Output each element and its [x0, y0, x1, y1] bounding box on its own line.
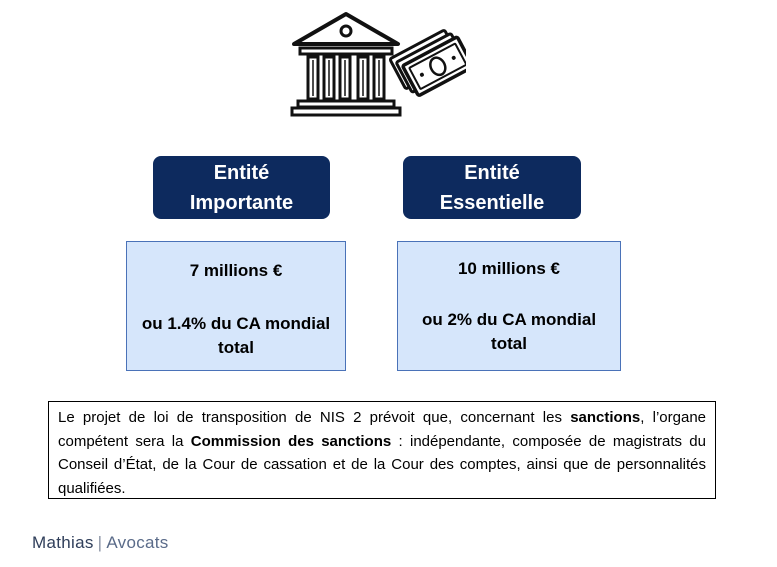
entity-essential-description — [398, 308, 620, 356]
entity-essential-desc-line2: total — [491, 334, 527, 353]
entity-important-amount: 7 millions € — [189, 261, 283, 280]
entity-essential-title-line1: Entité — [464, 161, 520, 184]
entity-important-desc-line2: total — [218, 338, 254, 357]
banknotes-icon — [390, 26, 466, 99]
entity-important-sanction-box — [126, 241, 346, 371]
brand-separator: | — [97, 533, 103, 552]
note-text-part1: Le projet de loi de transposition de NIS 2 prévoit que, concernant les — [58, 409, 571, 426]
entity-essential-title-line2: Essentielle — [439, 191, 545, 214]
entity-essential-sanction-box — [397, 241, 621, 371]
note-text-part3: : indépendante, composée de magistrats du Conseil d’État, de la Cour de cassation et de la Cour des comptes, ainsi que de personnalités qualifiées. — [58, 432, 706, 497]
brand-first: Mathias — [32, 533, 94, 552]
entity-essential-header — [403, 156, 581, 219]
entity-important-title-line2: Importante — [189, 191, 294, 214]
note-bold-commission: Commission des sanctions — [190, 432, 392, 450]
entity-important-title-line1: Entité — [213, 161, 270, 184]
brand-logo — [32, 533, 169, 553]
entity-essential-amount: 10 millions € — [457, 259, 561, 278]
entity-important-desc-line1: ou 1.4% du CA mondial — [141, 314, 331, 333]
entity-essential-desc-line1: ou 2% du CA mondial — [421, 310, 597, 329]
note-text-part2: , l’organe compétent sera la — [58, 409, 706, 450]
note-bold-sanctions: sanctions — [570, 409, 641, 426]
transposition-note — [48, 401, 716, 499]
bank-money-illustration — [286, 8, 466, 120]
brand-second: Avocats — [106, 533, 169, 552]
bank-building-icon — [286, 8, 466, 120]
entity-important-header — [153, 156, 330, 219]
entity-important-description — [127, 312, 345, 360]
